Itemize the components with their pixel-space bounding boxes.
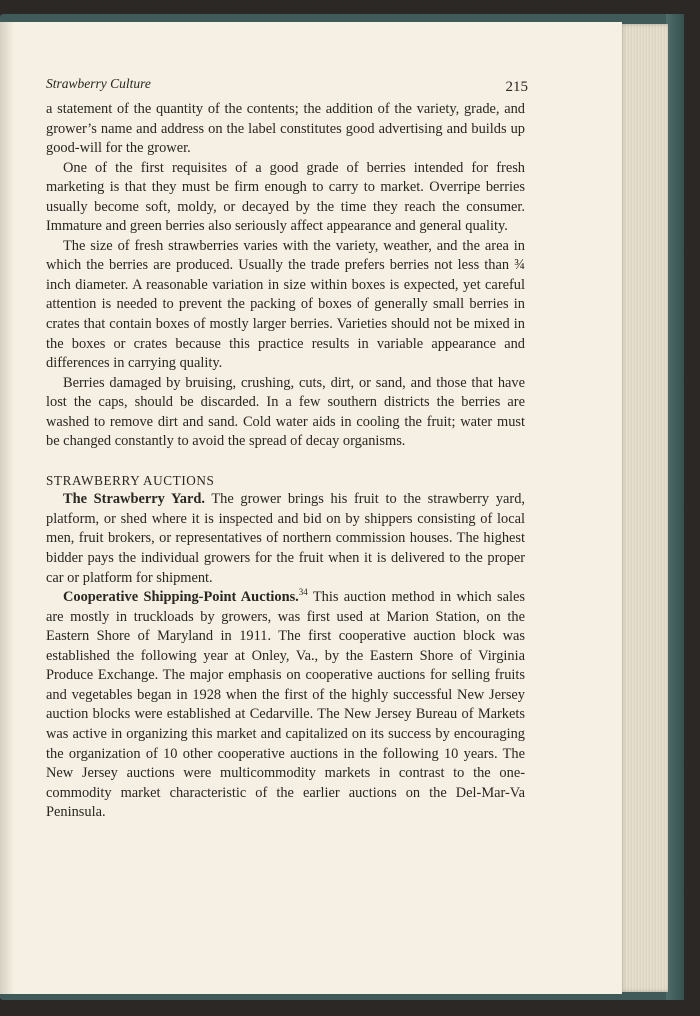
body-text	[46, 100, 525, 823]
cover-edge	[666, 14, 684, 1000]
paragraph: Berries damaged by bruising, crushing, cuts, dirt, or sand, and those that have lost the caps, should be discarded. In a few southern districts the berries are washed to remove dirt and sand. Cold water aids in cooling the fruit; water must be changed constantly to avoid the spread of decay organisms.	[46, 374, 525, 450]
paragraph: The size of fresh strawberries varies with the variety, weather, and the area in which the berries are produced. Usually the trade prefers berries not less than ¾ inch diameter. A reasonable variation in size within boxes is expected, yet careful attention is needed to prevent the packing of boxes of generally small berries in crates that contain boxes of mostly larger berries. Varieties should not be mixed in the boxes or crates because this practice results in variable appearance and differences in carrying quality.	[46, 237, 525, 372]
gutter-shadow	[0, 22, 14, 994]
paragraph	[46, 588, 525, 823]
running-head: Strawberry Culture	[46, 76, 151, 91]
paragraph	[46, 490, 525, 588]
run-in-heading: The Strawberry Yard.	[63, 491, 205, 508]
page-header	[46, 76, 528, 95]
paragraph-text: The grower brings his fruit to the strawberry yard, platform, or shed where it is inspected and bid on by shippers consisting of local men, fruit brokers, or representatives of northern commission houses. The highest bidder pays the individual growers for the fruit when it is delivered to the proper car or platform for shipment.	[46, 491, 525, 586]
page-number: 215	[505, 79, 528, 95]
paragraph-text: This auction method in which sales are mostly in truckloads by growers, was first used at Marion Station, on the Eastern Shore of Maryland in 1911. The first cooperative auction block was established the following year at Onley, Va., by the Eastern Shore of Virginia Produce Exchange. The major emphasis on cooperative auctions for selling fruits and vegetables began in 1928 when the first of the highly successful New Jersey auction blocks were established at Cedarville. The New Jersey Bureau of Markets was active in organizing this market and capitalized on its success by encouraging the organization of 10 other cooperative auctions in the following 10 years. The New Jersey auctions were multicommodity markets in contrast to the one-commodity market characteristic of the earlier auctions on the Del-Mar-Va Peninsula.	[46, 589, 525, 821]
run-in-heading: Cooperative Shipping-Point Auctions.	[63, 589, 299, 606]
paragraph: One of the first requisites of a good grade of berries intended for fresh marketing is that they must be firm enough to carry to market. Overripe berries usually become soft, moldy, or decayed by the time they reach the consumer. Immature and green berries also seriously affect appearance and general quality.	[46, 159, 525, 235]
footnote-ref[interactable]: 34	[298, 587, 308, 598]
section-heading: STRAWBERRY AUCTIONS	[46, 472, 215, 488]
page-edges	[620, 24, 668, 992]
paragraph: a statement of the quantity of the contents; the addition of the variety, grade, and grower’s name and address on the label constitutes good advertising and builds up good-will for the grower.	[46, 101, 525, 157]
